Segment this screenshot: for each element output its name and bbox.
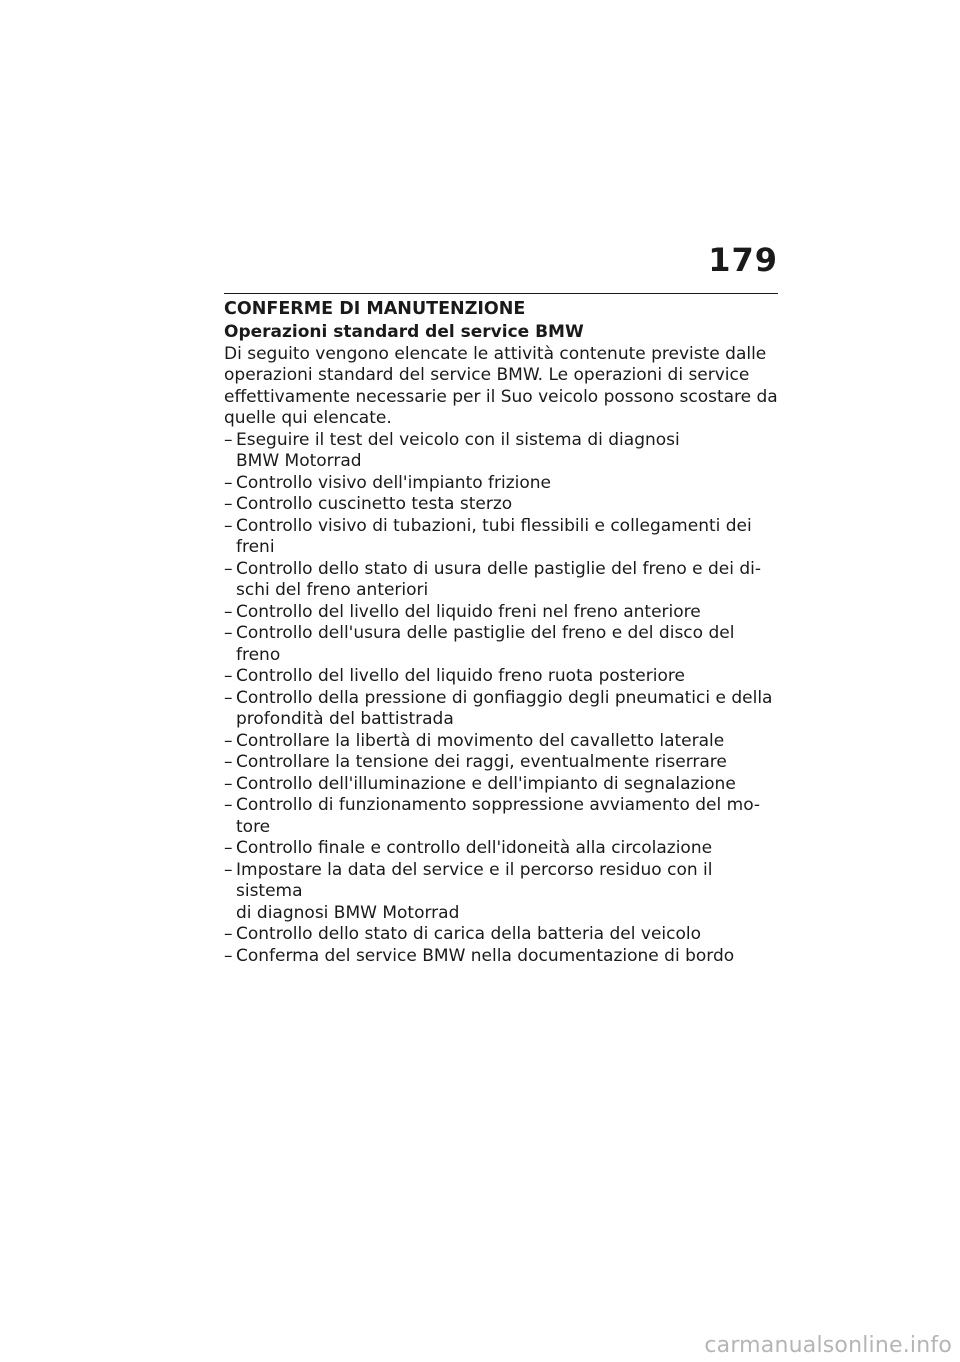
list-item-text: – Eseguire il test del veicolo con il sistema di diagnosi [236,429,680,450]
list-item-text: – Controllo dell'usura delle pastiglie del freno e del disco del freno [236,623,735,665]
list-item-text: – Controllare la libertà di movimento del cavalletto laterale [236,730,725,751]
list-item [224,838,780,860]
list-item [224,752,780,774]
list-item-text: schi del freno anteriori [236,580,429,600]
list-item-text: – Controllo di funzionamento soppressione avviamento del mo- [236,795,761,815]
list-item [224,946,780,968]
list-item [224,623,780,666]
list-item-text: – Controllo dello stato di usura delle pastiglie del freno e dei di- [236,558,762,579]
maintenance-steps-list [224,430,780,968]
intro-line: operazioni standard del service BMW. Le operazioni di service [224,365,750,385]
section-title: CONFERME DI MANUTENZIONE [224,299,526,319]
list-item [224,473,780,495]
list-item [224,602,780,624]
list-item [224,516,780,559]
subtitle: Operazioni standard del service BMW [224,322,584,342]
list-item-text: – Controllo finale e controllo dell'idoneità alla circolazione [236,838,713,858]
list-item [224,430,780,473]
list-item-text: – Conferma del service BMW nella documentazione di bordo [236,945,735,966]
list-item [224,860,780,925]
intro-paragraph [224,344,780,430]
list-item-text: – Controllo del livello del liquido freno ruota posteriore [236,666,685,686]
list-item-text: freni [236,537,275,557]
header-rule [224,293,778,294]
list-item-text: – Controllo del livello del liquido freni nel freno anteriore [236,601,701,622]
list-item [224,666,780,688]
intro-line: quelle qui elencate. [224,408,392,428]
list-item-text: profondità del battistrada [236,709,454,729]
list-item [224,494,780,516]
list-item [224,774,780,796]
list-item-text: tore [236,816,271,837]
list-item-text: – Controllo cuscinetto testa sterzo [236,494,513,514]
list-item-text: – Controllo della pressione di gonfiaggio degli pneumatici e della [236,687,773,708]
page-number: 179 [708,241,778,279]
list-item-text: – Controllo visivo di tubazioni, tubi flessibili e collegamenti dei [236,515,752,536]
list-item-text: – Controllo visivo dell'impianto frizione [236,472,552,493]
watermark-text: carmanualsonline.info [704,1333,952,1358]
list-item-text: – Impostare la data del service e il percorso residuo con il sistema [236,859,713,901]
list-item [224,795,780,838]
list-item [224,731,780,753]
intro-line: effettivamente necessarie per il Suo veicolo possono scostare da [224,386,778,407]
list-item-text: – Controllo dello stato di carica della batteria del veicolo [236,924,701,944]
list-item [224,924,780,946]
page-content [224,322,780,967]
list-item [224,688,780,731]
list-item-text: – Controllo dell'illuminazione e dell'impianto di segnalazione [236,773,736,794]
list-item-text: – Controllare la tensione dei raggi, eventualmente riserrare [236,752,727,772]
list-item [224,559,780,602]
list-item-text: BMW Motorrad [236,451,362,471]
intro-line: Di seguito vengono elencate le attività contenute previste dalle [224,343,767,364]
list-item-text: di diagnosi BMW Motorrad [236,902,460,923]
